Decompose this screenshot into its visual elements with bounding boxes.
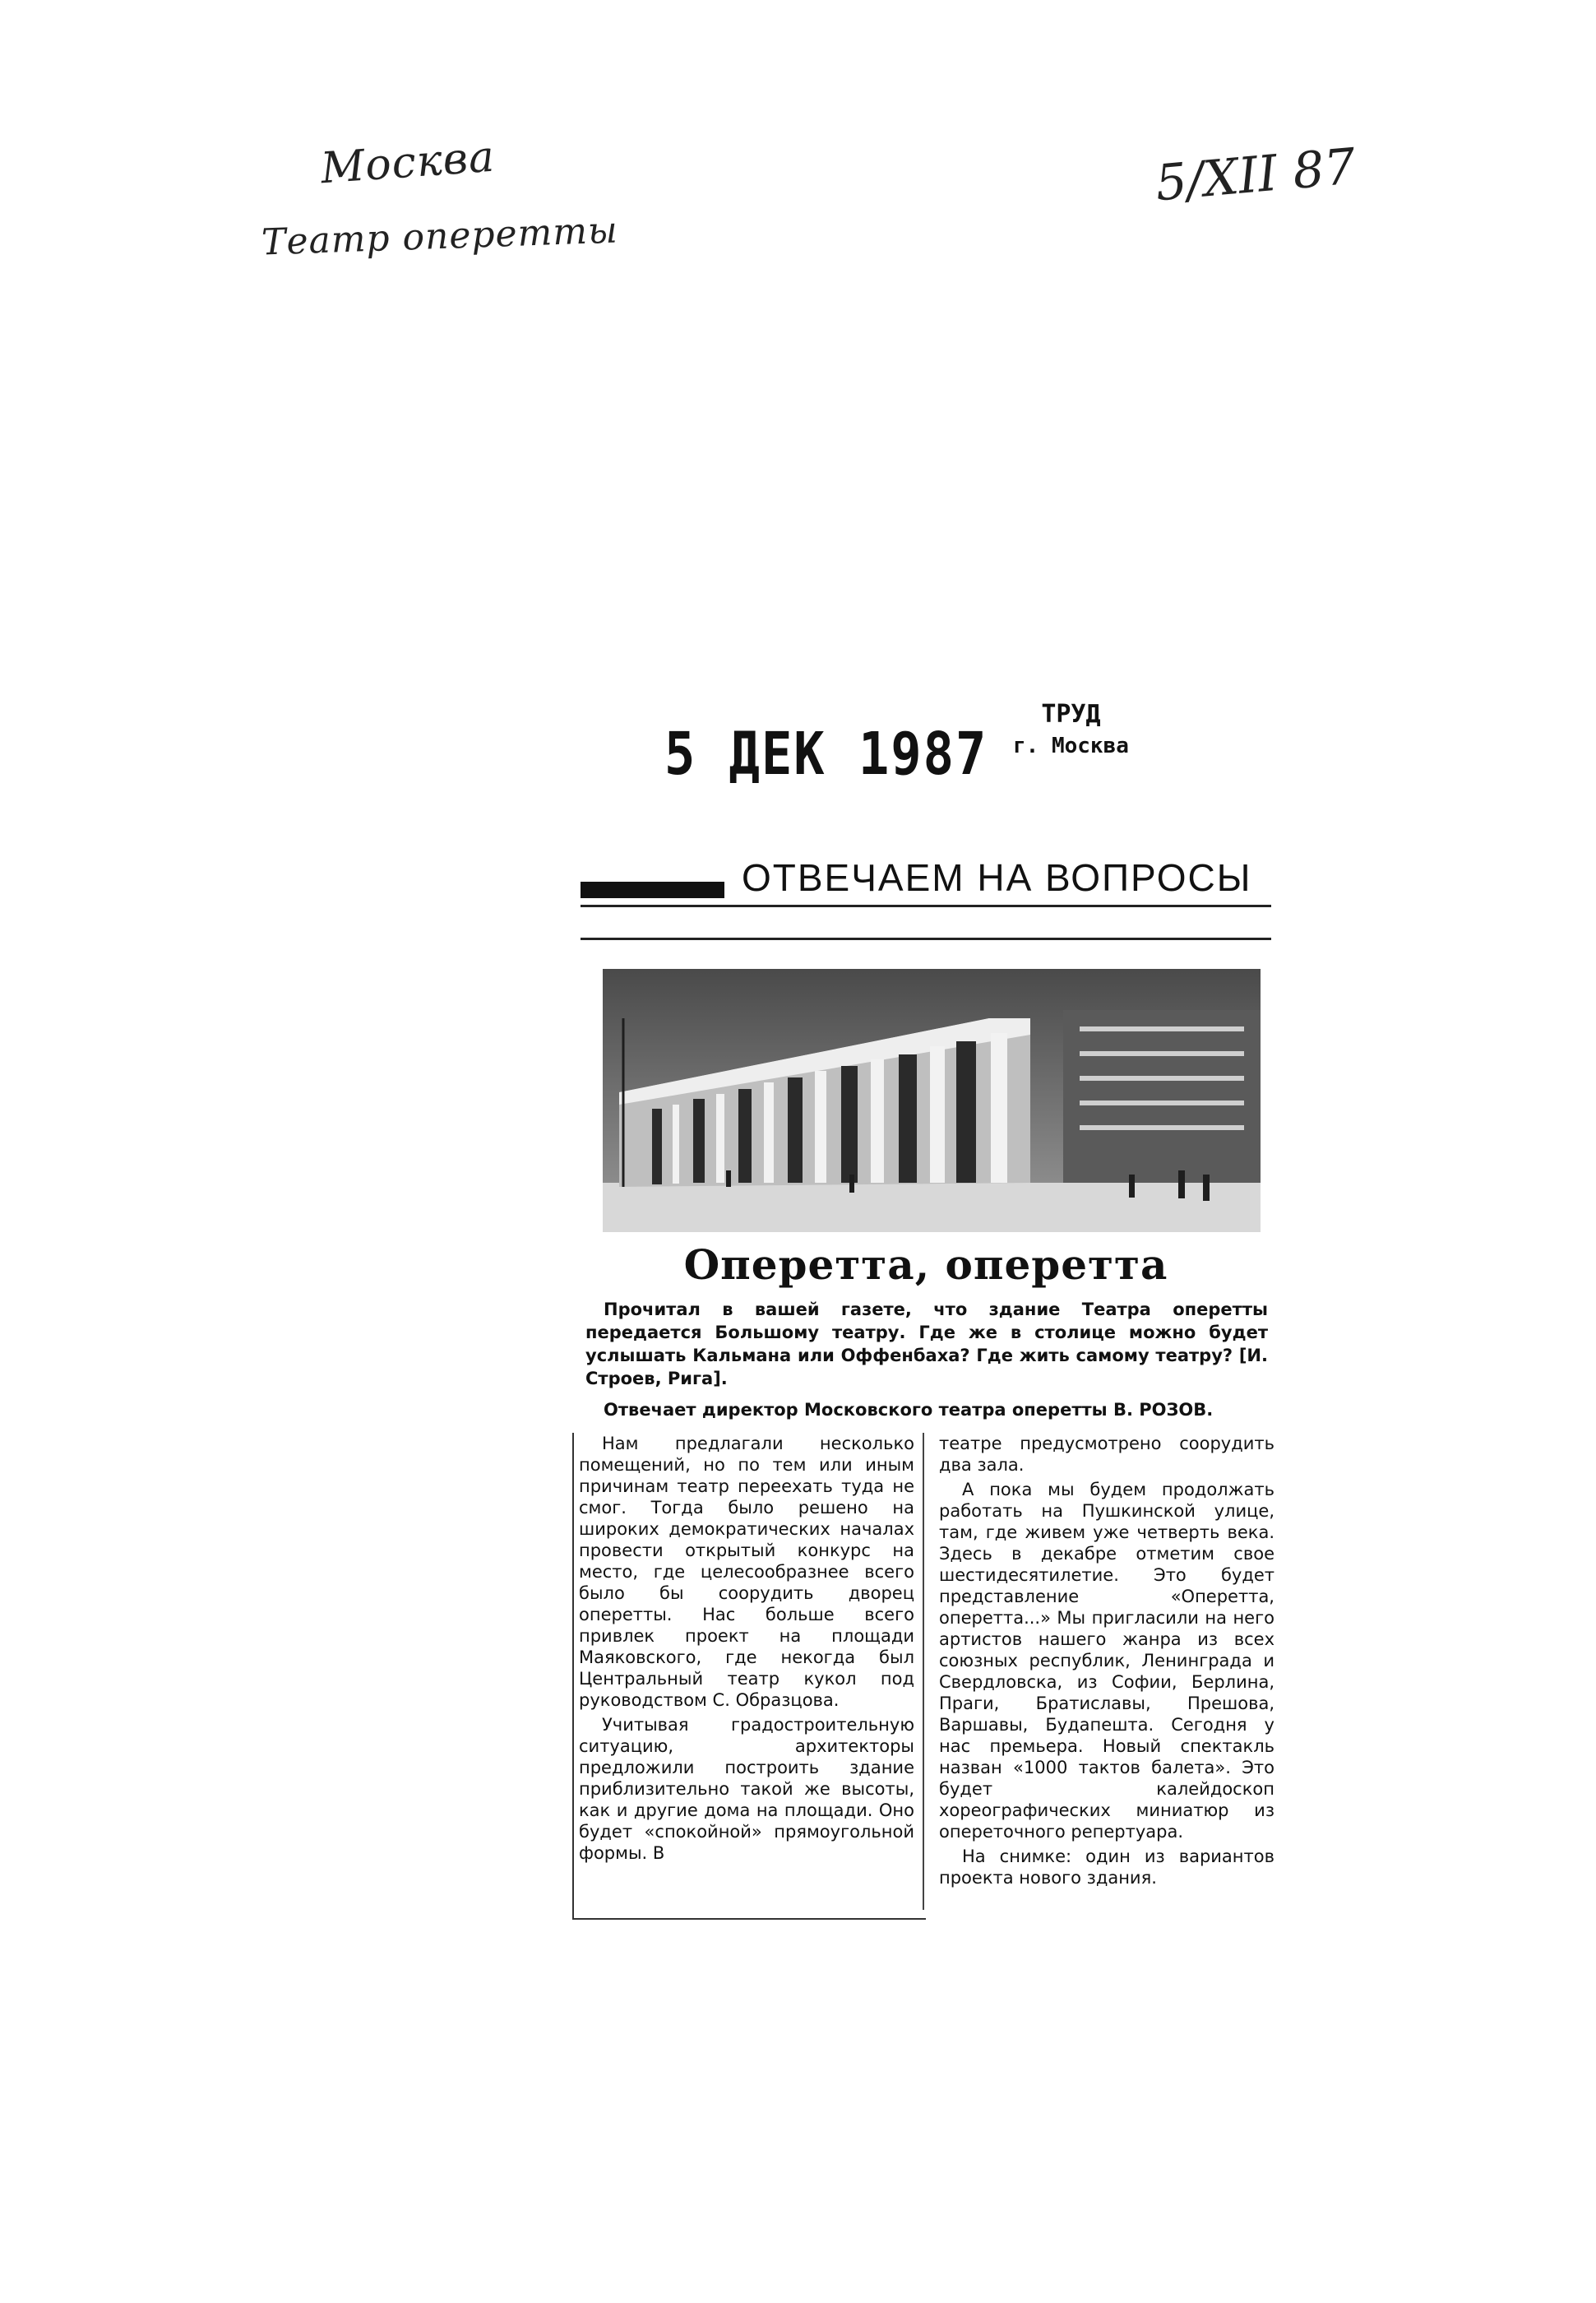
date-stamp: 5 ДЕК 1987 xyxy=(664,719,988,789)
photo-caption: На снимке: один из вариантов проекта нового здания. xyxy=(939,1847,1274,1888)
source-stamp xyxy=(1013,699,1129,762)
rule-bottom xyxy=(581,938,1271,940)
paragraph: Учитывая градостроительную ситуацию, архитекторы предложили построить здание приблизительно такой же высоты, как и другие дома на площади. Оно будет «спокойной» прямоугольной формы. В xyxy=(579,1715,914,1863)
building-illustration xyxy=(603,969,1261,1232)
rule-top xyxy=(581,905,1271,907)
paragraph: театре предусмотрено соорудить два зала. xyxy=(939,1434,1274,1475)
clipping-bottom-edge xyxy=(572,1918,926,1920)
handwritten-date-note: 5/XII 87 xyxy=(1153,137,1358,213)
column-divider xyxy=(923,1433,924,1910)
reader-question: Прочитал в вашей газете, что здание Театра оперетты передается Большому театру. Где же в столице можно будет услышать Кальмана или Оффенбаха? Где жить самому театру? [И. Строев, Рига]. xyxy=(585,1300,1268,1388)
answer-attribution: Отвечает директор Московского театра оперетты В. РОЗОВ. xyxy=(604,1400,1214,1420)
handwritten-city-note: Москва xyxy=(319,132,497,194)
article-column-2 xyxy=(939,1433,1274,1892)
building-photo xyxy=(603,969,1261,1232)
newspaper-name: ТРУД xyxy=(1041,700,1101,729)
article-headline: Оперетта, оперетта xyxy=(683,1240,1168,1289)
article-column-1 xyxy=(579,1433,914,1867)
paragraph: А пока мы будем продолжать работать на Пушкинской улице, там, где живем уже четверть века. Здесь в декабре отметим свое шестидесятилетие. Это будет представление «Оперетта, оперетта...» Мы пригласили на него артистов нашего жанра из всех союзных республик, Ленинграда и Свердловска, из Софии, Берлина, Праги, Братиславы, Прешова, Варшавы, Будапешта. Сегодня у нас премьера. Новый спектакль назван «1000 тактов балета». Это будет калейдоскоп хореографических миниатюр из опереточного репертуара. xyxy=(939,1480,1274,1842)
paragraph: Нам предлагали несколько помещений, но по тем или иным причинам театр переехать туда не смог. Тогда было решено на широких демократических началах провести открытый конкурс на место, где целесообразнее всего было бы соорудить дворец оперетты. Нас больше всего привлек проект на площади Маяковского, где некогда был Центральный театр кукол под руководством С. Образцова. xyxy=(579,1434,914,1710)
rubric-bar xyxy=(581,882,724,898)
rubric-heading: ОТВЕЧАЕМ НА ВОПРОСЫ xyxy=(742,856,1252,899)
clipping-edge xyxy=(572,1433,574,1918)
handwritten-subject-note: Театр оперетты xyxy=(261,209,619,264)
newspaper-city: г. Москва xyxy=(1013,734,1129,758)
